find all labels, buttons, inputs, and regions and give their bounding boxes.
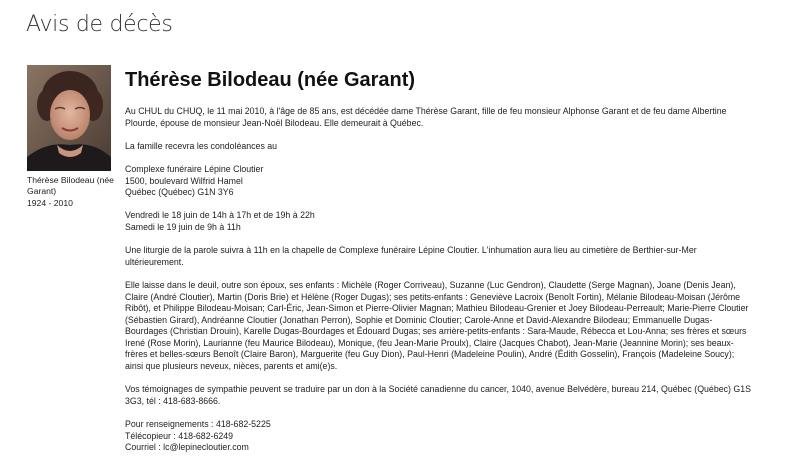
contact-fax: Télécopieur : 418-682-6249 xyxy=(125,430,234,441)
liturgy-paragraph: Une liturgie de la parole suivra à 11h en la chapelle de Complexe funéraire Lépine Cloutier. L'inhumation aura lieu au cimetière de Berthier-sur-Mer ultérieurement. xyxy=(125,245,697,267)
contact-email[interactable]: Courriel : lc@lepinecloutier.com xyxy=(125,442,249,453)
contact-info xyxy=(125,419,753,454)
obituary-content xyxy=(125,68,753,465)
portrait-column xyxy=(27,65,119,209)
visitation-line: Vendredi le 18 juin de 14h à 17h et de 19h à 22h xyxy=(125,210,315,221)
visitation-hours xyxy=(125,210,753,233)
funeral-home-street: 1500, boulevard Wilfrid Hamel xyxy=(125,175,243,186)
page-heading: Avis de décès xyxy=(26,12,173,37)
funeral-home-address xyxy=(125,164,753,199)
caption-name: Thérèse Bilodeau (née Garant) xyxy=(27,175,114,197)
deceased-portrait xyxy=(27,65,111,171)
survivors-paragraph: Elle laisse dans le deuil, outre son époux, ses enfants : Michèle (Roger Corriveau), Suzanne (Luc Gendron), Claudette (Serge Magnan), Joane (Denis Jean), Claire (André Cloutier), Martin (Doris Brie) et Hélène (Roger Dugas); ses petits-enfants : Geneviève Lacroix (Benoît Fortin), Mélanie Bilodeau-Moisan (Jérôme Ribôt), et Philippe Bilodeau-Moisan; Carl-Éric, Jean-Simon et Pierre-Olivier Magnan; Mathieu Bilodeau-Grenier et Joey Bilodeau-Perreault; Marie-Pierre Cloutier (Sébastien Girard), Andréanne Cloutier (Jonathan Perron), Sophie et Dominic Cloutier; Carole-Anne et David-Alexandre Bilodeau; Emmanuelle Dugas-Bourdages (Christian Drouin), Karelle Dugas-Bourdages et Édouard Dugas; ses arrière-petits-enfants : Sara-Maude, Rébecca et Lou-Anna; ses frères et sœurs Irené (Rose Morin), Laurianne (feu Maurice Bilodeau), Monique, (feu Jean-Marie Proulx), Claire (Jacques Chabot), Jean-Marie (Jeannine Morin); ses beaux-frères et belles-sœurs Benoît (Claire Baron), Marguerite (feu Guy Dion), Paul-Henri (Madeleine Poulin), André (Édith Gosselin), François (Madeleine Soucy); ainsi que plusieurs neveux, nièces, parents et ami(e)s. xyxy=(125,279,749,372)
funeral-home-name: Complexe funéraire Lépine Cloutier xyxy=(125,163,264,174)
deceased-name: Thérèse Bilodeau (née Garant) xyxy=(125,69,416,91)
intro-paragraph: Au CHUL du CHUQ, le 11 mai 2010, à l'âge de 85 ans, est décédée dame Thérèse Garant, fille de feu monsieur Alphonse Garant et de feu dame Albertine Plourde, épouse de monsieur Jean-Noël Bilodeau. Elle demeurait à Québec. xyxy=(125,106,727,128)
donations-paragraph: Vos témoignages de sympathie peuvent se traduire par un don à la Société canadienne du cancer, 1040, avenue Belvédère, bureau 214, Québec (Québec) G1S 3G3, tél : 418-683-8666. xyxy=(125,384,751,406)
funeral-home-city: Québec (Québec) G1N 3Y6 xyxy=(125,187,234,198)
portrait-caption xyxy=(27,175,119,209)
caption-dates: 1924 - 2010 xyxy=(27,197,73,208)
condolences-intro: La famille recevra les condoléances au xyxy=(125,140,278,151)
visitation-line: Samedi le 19 juin de 9h à 11h xyxy=(125,221,241,232)
contact-phone: Pour renseignements : 418-682-5225 xyxy=(125,419,271,430)
